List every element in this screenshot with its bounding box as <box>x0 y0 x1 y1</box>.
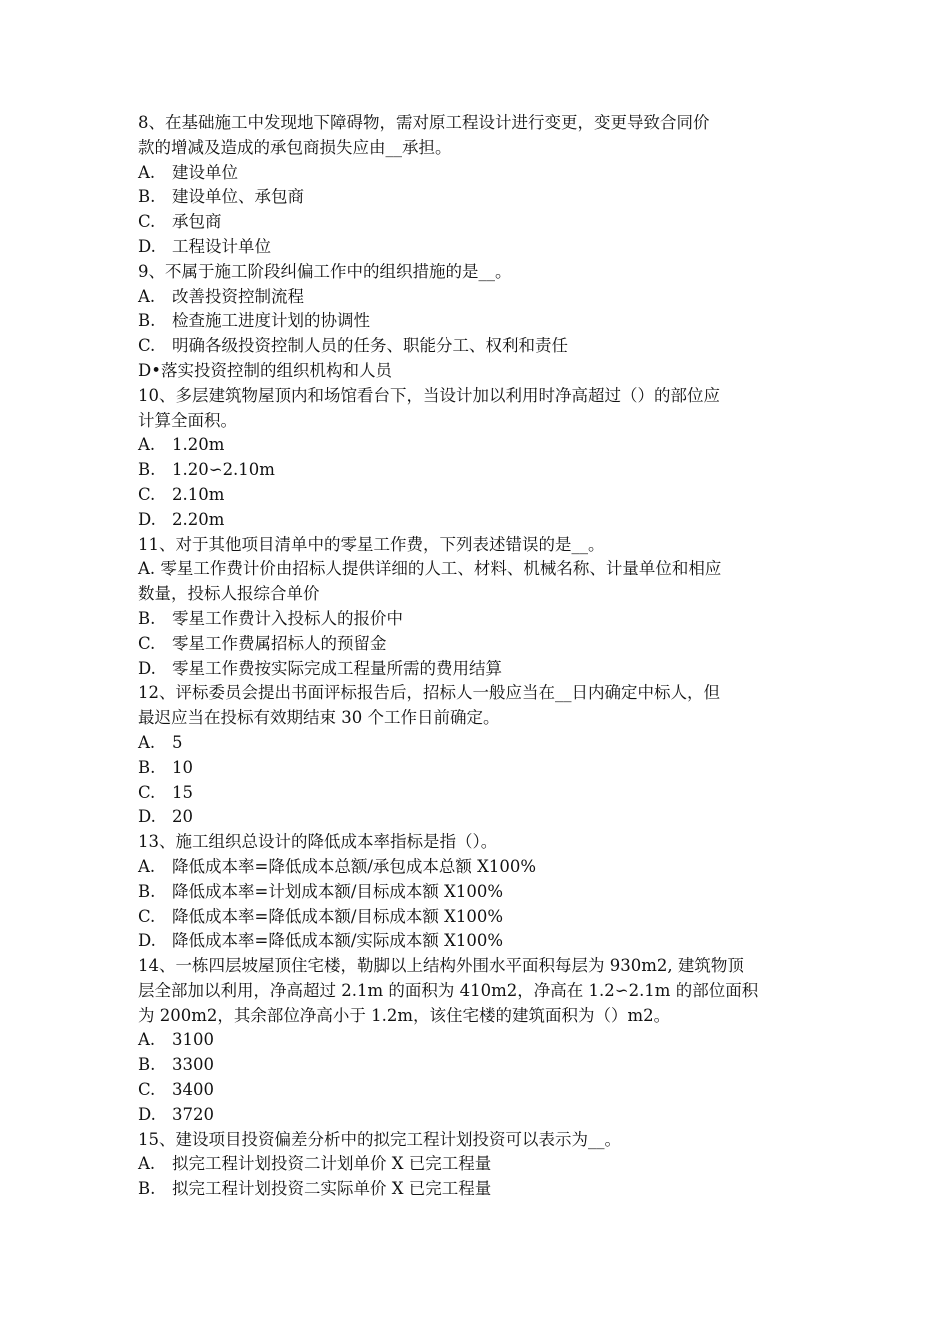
answer-option <box>138 607 828 632</box>
question-block <box>138 954 828 1128</box>
question-text-line: 14、一栋四层坡屋顶住宅楼，勒脚以上结构外围水平面积每层为 930m2, 建筑物顶 <box>138 956 744 976</box>
question-block <box>138 830 828 954</box>
option-key: A. <box>138 286 156 306</box>
question-text-line: 15、建设项目投资偏差分析中的拟完工程计划投资可以表示为__。 <box>138 1129 621 1149</box>
option-text: 降低成本率=降低成本额/目标成本额 X100% <box>172 906 504 926</box>
option-key: B. <box>138 311 156 331</box>
answer-option <box>138 855 828 880</box>
question-text-line: 11、对于其他项目清单中的零星工作费，下列表述错误的是__。 <box>138 534 605 554</box>
option-text: 承包商 <box>172 212 222 232</box>
question-text-line: 款的增减及造成的承包商损失应由__承担。 <box>138 137 452 157</box>
question-block <box>138 681 828 830</box>
question-text-line: 计算全面积。 <box>138 410 237 430</box>
question-text-line: 数量，投标人报综合单价 <box>138 584 320 604</box>
option-key: B. <box>138 881 156 901</box>
answer-option <box>138 433 828 458</box>
question-text-line: 10、多层建筑物屋顶内和场馆看台下，当设计加以利用时净高超过（）的部位应 <box>138 385 720 405</box>
answer-option <box>138 334 828 359</box>
option-key: B. <box>138 1055 156 1075</box>
question-text-line: 9、不属于施工阶段纠偏工作中的组织措施的是__。 <box>138 261 512 281</box>
option-key: C. <box>138 1080 156 1100</box>
option-key: D. <box>138 1104 156 1124</box>
answer-option <box>138 781 828 806</box>
answer-option <box>138 1152 828 1177</box>
option-text: 15 <box>172 782 193 802</box>
option-text: 1.20∽2.10m <box>172 460 275 480</box>
question-text-line: 13、施工组织总设计的降低成本率指标是指（）。 <box>138 832 498 852</box>
answer-option <box>138 508 828 533</box>
answer-option <box>138 309 828 334</box>
question-text-line: 为 200m2，其余部位净高小于 1.2m，该住宅楼的建筑面积为（）m2。 <box>138 1005 671 1025</box>
answer-option <box>138 161 828 186</box>
option-text: 2.10m <box>172 484 225 504</box>
answer-option <box>138 929 828 954</box>
option-key: C. <box>138 484 156 504</box>
answer-option <box>138 210 828 235</box>
option-text: 改善投资控制流程 <box>172 286 304 306</box>
question-text-line: 8、在基础施工中发现地下障碍物，需对原工程设计进行变更，变更导致合同价 <box>138 113 710 132</box>
answer-option <box>138 1053 828 1078</box>
option-text: 拟完工程计划投资二计划单价 X 已完工程量 <box>172 1154 492 1174</box>
option-text: 建设单位 <box>172 162 238 182</box>
option-text: 零星工作费属招标人的预留金 <box>172 633 387 653</box>
option-text: 明确各级投资控制人员的任务、职能分工、权利和责任 <box>172 336 568 356</box>
option-key: B. <box>138 757 156 777</box>
option-key: D. <box>138 509 156 529</box>
option-text: 3100 <box>172 1030 214 1050</box>
option-text: 零星工作费按实际完成工程量所需的费用结算 <box>172 658 502 678</box>
answer-option <box>138 805 828 830</box>
answer-option <box>138 1078 828 1103</box>
option-text: 降低成本率=计划成本额/目标成本额 X100% <box>172 881 504 901</box>
option-key: D• <box>138 360 161 380</box>
option-text: 零星工作费计入投标人的报价中 <box>172 608 403 628</box>
option-text: 检查施工进度计划的协调性 <box>172 311 370 331</box>
option-text: 拟完工程计划投资二实际单价 X 已完工程量 <box>172 1179 492 1199</box>
document-page <box>138 111 828 1202</box>
question-text-line: 最迟应当在投标有效期结束 30 个工作日前确定。 <box>138 708 500 728</box>
option-key: D. <box>138 807 156 827</box>
option-text: 降低成本率=降低成本额/实际成本额 X100% <box>172 931 504 951</box>
question-block <box>138 533 828 682</box>
option-key: D. <box>138 658 156 678</box>
option-key: C. <box>138 782 156 802</box>
option-key: B. <box>138 608 156 628</box>
answer-option <box>138 1103 828 1128</box>
question-text-line: 层全部加以利用，净高超过 2.1m 的面积为 410m2，净高在 1.2∽2.1m 的部位面积 <box>138 980 759 1000</box>
option-key: A. <box>138 162 156 182</box>
question-text-line: A. 零星工作费计价由招标人提供详细的人工、材料、机械名称、计量单位和相应 <box>138 559 722 579</box>
option-key: A. <box>138 732 156 752</box>
answer-option <box>138 483 828 508</box>
answer-option <box>138 185 828 210</box>
option-key: B. <box>138 187 156 207</box>
answer-option <box>138 1028 828 1053</box>
answer-option <box>138 880 828 905</box>
question-block <box>138 111 828 260</box>
question-block <box>138 384 828 533</box>
answer-option <box>138 235 828 260</box>
option-text: 10 <box>172 757 193 777</box>
option-key: B. <box>138 1179 156 1199</box>
option-key: C. <box>138 906 156 926</box>
option-key: A. <box>138 856 156 876</box>
option-key: A. <box>138 1154 156 1174</box>
answer-option <box>138 657 828 682</box>
question-block <box>138 260 828 384</box>
option-text: 5 <box>172 732 183 752</box>
answer-option <box>138 756 828 781</box>
question-block <box>138 1128 828 1202</box>
option-key: C. <box>138 633 156 653</box>
option-text: 降低成本率=降低成本总额/承包成本总额 X100% <box>172 856 537 876</box>
option-key: D. <box>138 236 156 256</box>
option-text: 20 <box>172 807 193 827</box>
option-key: A. <box>138 435 156 455</box>
option-text: 1.20m <box>172 435 225 455</box>
option-key: C. <box>138 212 156 232</box>
option-text: 落实投资控制的组织机构和人员 <box>160 360 392 380</box>
answer-option <box>138 731 828 756</box>
answer-option <box>138 458 828 483</box>
option-text: 工程设计单位 <box>172 236 271 256</box>
answer-option <box>138 285 828 310</box>
option-text: 3400 <box>172 1080 214 1100</box>
answer-option <box>138 1177 828 1202</box>
answer-option <box>138 632 828 657</box>
option-text: 建设单位、承包商 <box>172 187 304 207</box>
option-key: C. <box>138 336 156 356</box>
answer-option <box>138 905 828 930</box>
question-text-line: 12、评标委员会提出书面评标报告后，招标人一般应当在__日内确定中标人，但 <box>138 683 720 703</box>
option-text: 2.20m <box>172 509 225 529</box>
answer-option <box>138 359 828 384</box>
option-text: 3300 <box>172 1055 214 1075</box>
option-key: A. <box>138 1030 156 1050</box>
option-text: 3720 <box>172 1104 214 1124</box>
option-key: B. <box>138 460 156 480</box>
option-key: D. <box>138 931 156 951</box>
